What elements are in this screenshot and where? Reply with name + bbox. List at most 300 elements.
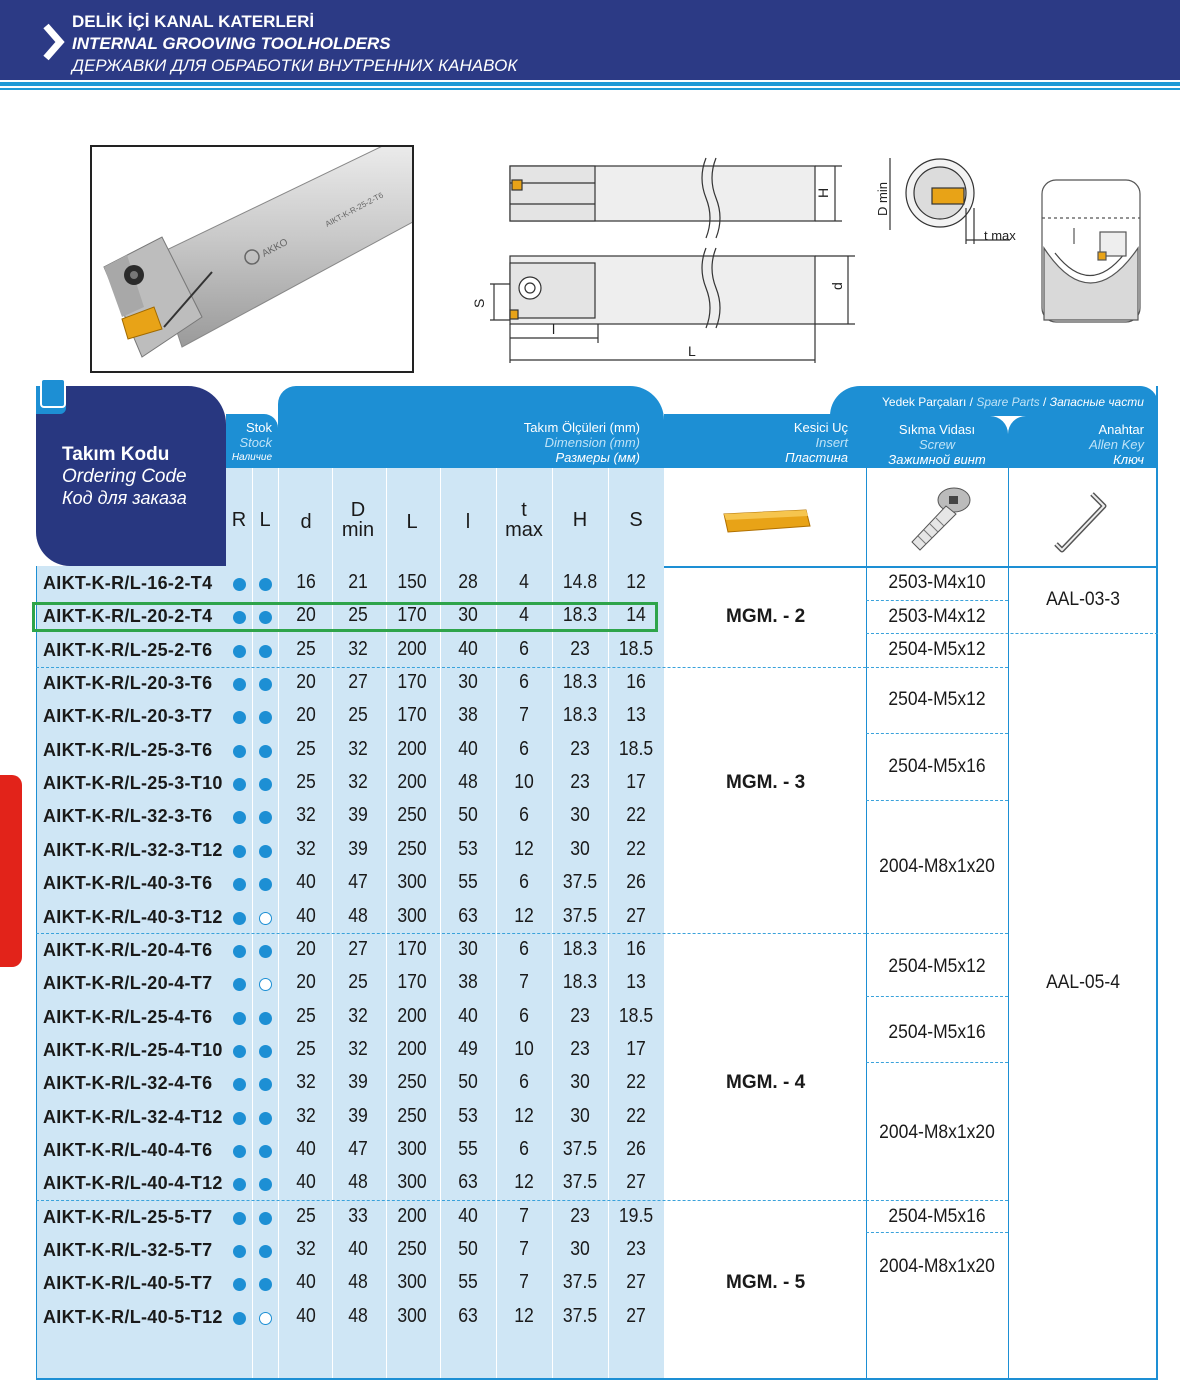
dim-cell-s: 17 [626, 771, 646, 794]
dim-cell-d: 48 [348, 1271, 368, 1294]
dim-cell-t: 6 [519, 871, 529, 894]
ordering-code-cell: AIKT-K-R/L-25-4-T10 [43, 1039, 223, 1060]
dim-cell-d: 40 [296, 1304, 316, 1327]
dim-cell-d: 47 [348, 1137, 368, 1160]
dim-cell-l: 48 [458, 771, 478, 794]
dim-cell-h: 30 [570, 1238, 590, 1260]
technical-drawings [470, 148, 1150, 378]
ordering-code-cell: AIKT-K-R/L-40-4-T12 [43, 1173, 223, 1194]
stock-left-dot [259, 1012, 272, 1025]
col-H: H [572, 509, 588, 531]
dim-cell-l: 30 [458, 604, 478, 627]
dim-cell-ldim: 250 [397, 804, 427, 827]
stock-left-dot [259, 1245, 272, 1258]
catalog-tab-icon [36, 386, 66, 414]
dimension-en: Dimension (mm) [544, 435, 640, 450]
dim-cell-d: 25 [296, 637, 316, 660]
product-table [36, 386, 1158, 1378]
dim-cell-s: 22 [626, 804, 646, 827]
col-L: L [406, 511, 418, 533]
dim-cell-ldim: 170 [397, 704, 427, 727]
dim-cell-d: 32 [348, 737, 368, 760]
dim-cell-s: 27 [626, 904, 646, 927]
spare-parts-header [830, 386, 1158, 416]
page-header-band [0, 0, 1180, 80]
dim-cell-t: 4 [519, 604, 529, 627]
dim-cell-ldim: 250 [397, 1238, 427, 1260]
dimension-ru: Размеры (мм) [555, 450, 640, 465]
dim-cell-l: 55 [458, 1271, 478, 1294]
dim-cell-t: 12 [514, 904, 534, 927]
dim-cell-d: 25 [296, 737, 316, 760]
ordering-code-cell: AIKT-K-R/L-40-4-T6 [43, 1139, 213, 1160]
stock-left-dot [259, 778, 272, 791]
dim-cell-h: 18.3 [562, 937, 598, 960]
screw-separator [866, 733, 1008, 734]
dim-cell-h: 23 [570, 737, 590, 760]
side-view-drawing [490, 248, 855, 363]
dim-L-label: L [688, 343, 696, 359]
dim-cell-d: 40 [296, 871, 316, 894]
stock-en: Stock [239, 435, 272, 450]
dim-cell-l: 50 [458, 804, 478, 827]
ordering-code-cell: AIKT-K-R/L-20-2-T4 [43, 606, 213, 627]
key-ru: Ключ [1113, 452, 1144, 467]
stock-right-dot [233, 1012, 246, 1025]
insert-group-5: MGM. - 5 [726, 1272, 806, 1293]
dim-cell-t: 4 [519, 571, 529, 593]
dim-cell-t: 12 [514, 1171, 534, 1194]
screw-label: 2504-M5x16 [888, 756, 986, 777]
stock-right-dot [233, 1112, 246, 1125]
dim-cell-d: 25 [296, 1004, 316, 1027]
dim-cell-d: 48 [348, 1171, 368, 1194]
stock-right-dot [233, 1312, 246, 1325]
stock-right-dot [233, 578, 246, 591]
stock-left-dot [259, 1312, 272, 1325]
dim-cell-t: 6 [519, 737, 529, 760]
stock-right-dot [233, 945, 246, 958]
dim-cell-h: 23 [570, 637, 590, 660]
dim-cell-h: 37.5 [562, 1271, 598, 1294]
dim-cell-s: 23 [626, 1238, 646, 1260]
dim-cell-d: 25 [348, 971, 368, 994]
dim-cell-d: 48 [348, 904, 368, 927]
screw-ru: Зажимной винт [888, 452, 986, 467]
dim-cell-d: 32 [348, 637, 368, 660]
dim-cell-s: 22 [626, 837, 646, 860]
spare-ru: Запасные части [1049, 395, 1144, 409]
col-d: d [300, 511, 312, 533]
dim-cell-h: 30 [570, 837, 590, 860]
ordering-code-cell: AIKT-K-R/L-40-3-T12 [43, 906, 223, 927]
key-tr: Anahtar [1098, 422, 1144, 437]
title-turkish: DELİK İÇİ KANAL KATERLERİ [72, 12, 315, 31]
dim-cell-h: 30 [570, 1071, 590, 1094]
screw-separator [866, 600, 1008, 601]
dim-cell-h: 23 [570, 1204, 590, 1227]
dim-cell-s: 22 [626, 1104, 646, 1127]
col-divider [866, 468, 867, 1378]
dim-cell-d: 32 [348, 1037, 368, 1060]
dim-cell-s: 27 [626, 1171, 646, 1194]
dim-cell-ldim: 250 [397, 837, 427, 860]
dim-cell-d: 39 [348, 1104, 368, 1127]
stock-right-dot [233, 645, 246, 658]
ordering-code-cell: AIKT-K-R/L-32-5-T7 [43, 1240, 213, 1260]
dim-cell-d: 40 [296, 1171, 316, 1194]
dim-cell-d: 32 [348, 1004, 368, 1027]
ordering-code-header [36, 386, 226, 566]
product-photo [90, 145, 414, 373]
screw-label: 2504-M5x12 [888, 956, 986, 977]
stock-left-dot [259, 1112, 272, 1125]
dim-tmax-label: t max [984, 228, 1016, 243]
screw-label: 2503-M4x12 [888, 606, 986, 627]
ordering-code-cell: AIKT-K-R/L-40-5-T7 [43, 1273, 213, 1294]
insert-icon [718, 504, 814, 538]
screw-separator [866, 1062, 1008, 1063]
stock-ru: Наличие [231, 452, 272, 463]
ordering-code-cell: AIKT-K-R/L-40-3-T6 [43, 873, 213, 894]
dim-cell-d: 39 [348, 837, 368, 860]
dim-cell-d: 32 [296, 804, 316, 827]
dim-cell-d: 39 [348, 1071, 368, 1094]
dim-cell-l: 63 [458, 1304, 478, 1327]
dim-cell-l: 40 [458, 737, 478, 760]
ordering-code-tr: Takım Kodu [62, 444, 170, 465]
stock-header [226, 414, 278, 468]
dim-cell-d: 25 [348, 704, 368, 727]
dim-Dmin-label: D min [875, 182, 890, 216]
dim-cell-d: 47 [348, 871, 368, 894]
dim-cell-d: 27 [348, 937, 368, 960]
dim-cell-ldim: 300 [397, 1304, 427, 1327]
dim-cell-s: 18.5 [618, 637, 654, 660]
dim-S-label: S [471, 298, 487, 308]
title-russian: ДЕРЖАВКИ ДЛЯ ОБРАБОТКИ ВНУТРЕННИХ КАНАВОК [72, 56, 518, 75]
dim-cell-l: 55 [458, 871, 478, 894]
dim-cell-d: 20 [296, 671, 316, 694]
dim-cell-d: 16 [296, 571, 316, 593]
spare-tr: Yedek Parçaları [882, 395, 967, 409]
dim-cell-s: 27 [626, 1304, 646, 1327]
dim-cell-ldim: 170 [397, 971, 427, 994]
dim-cell-ldim: 170 [397, 937, 427, 960]
allen-key-icon [1048, 486, 1118, 556]
dim-cell-s: 17 [626, 1037, 646, 1060]
dim-cell-ldim: 170 [397, 671, 427, 694]
dim-cell-l: 63 [458, 904, 478, 927]
dim-cell-d: 33 [348, 1204, 368, 1227]
top-view-drawing [510, 158, 842, 238]
dim-cell-s: 27 [626, 1271, 646, 1294]
dim-H-label: H [815, 187, 831, 198]
dim-cell-h: 30 [570, 1104, 590, 1127]
key-header [1008, 416, 1158, 468]
ordering-code-cell: AIKT-K-R/L-25-4-T6 [43, 1006, 213, 1027]
stock-right-dot [233, 778, 246, 791]
screw-label: 2504-M5x16 [888, 1206, 986, 1227]
stock-right-dot [233, 1045, 246, 1058]
col-S: S [629, 509, 643, 531]
dim-cell-l: 50 [458, 1238, 478, 1260]
dim-cell-h: 18.3 [562, 971, 598, 994]
dim-cell-d: 40 [296, 1271, 316, 1294]
dim-cell-h: 23 [570, 1004, 590, 1027]
dim-cell-t: 12 [514, 837, 534, 860]
ordering-code-cell: AIKT-K-R/L-32-3-T12 [43, 839, 223, 860]
screw-label: 2504-M5x12 [888, 689, 986, 710]
screw-label: 2504-M5x16 [888, 1022, 986, 1043]
col-t: t [521, 499, 527, 521]
key-label: AAL-03-3 [1046, 589, 1120, 610]
dim-cell-l: 49 [458, 1037, 478, 1060]
dim-l-label: l [552, 321, 556, 337]
group-separator [36, 1200, 866, 1201]
dim-cell-s: 26 [626, 1137, 646, 1160]
dim-cell-t: 6 [519, 1071, 529, 1094]
stock-right-dot [233, 1245, 246, 1258]
stock-right-dot [233, 912, 246, 925]
dim-cell-ldim: 300 [397, 871, 427, 894]
toolholder-illustration [92, 147, 412, 371]
title-english: INTERNAL GROOVING TOOLHOLDERS [72, 34, 391, 53]
screw-header [866, 416, 1008, 468]
dim-cell-ldim: 200 [397, 1037, 427, 1060]
dim-cell-l: 50 [458, 1071, 478, 1094]
stock-right-dot [233, 678, 246, 691]
dim-cell-d: 32 [296, 1238, 316, 1260]
dim-cell-l: 30 [458, 671, 478, 694]
dim-cell-s: 26 [626, 871, 646, 894]
dimension-tr: Takım Ölçüleri (mm) [523, 420, 640, 435]
dim-cell-d: 27 [348, 671, 368, 694]
screw-tr: Sıkma Vidası [898, 422, 976, 437]
spare-sep: / [969, 395, 973, 409]
screw-label: 2004-M8x1x20 [879, 1256, 995, 1277]
col-divider [1008, 468, 1009, 1378]
dim-cell-d: 21 [348, 571, 368, 593]
screw-separator [866, 933, 1008, 934]
ordering-code-en: Ordering Code [62, 466, 187, 487]
photo-engraving: AIKT-K-R-25-2-T6 [323, 190, 385, 229]
ordering-code-cell: AIKT-K-R/L-20-3-T7 [43, 706, 213, 727]
screw-separator [866, 1232, 1008, 1233]
screw-label: 2504-M5x12 [888, 639, 986, 660]
dim-cell-d: 25 [348, 604, 368, 627]
dim-cell-d: 32 [296, 1104, 316, 1127]
dim-cell-ldim: 250 [397, 1104, 427, 1127]
dim-cell-l: 38 [458, 704, 478, 727]
insert-group-3: MGM. - 3 [726, 772, 806, 793]
dim-cell-h: 23 [570, 771, 590, 794]
dim-cell-h: 23 [570, 1037, 590, 1060]
stock-tr: Stok [245, 420, 272, 435]
dim-cell-t: 6 [519, 637, 529, 660]
stock-left-dot [259, 678, 272, 691]
photo-brand: AKKO [260, 236, 290, 260]
ordering-code-cell: AIKT-K-R/L-16-2-T4 [43, 573, 213, 593]
ordering-code-cell: AIKT-K-R/L-25-5-T7 [43, 1206, 213, 1227]
ordering-code-cell: AIKT-K-R/L-25-3-T6 [43, 739, 213, 760]
screw-separator [866, 1200, 1008, 1201]
dim-cell-t: 6 [519, 1004, 529, 1027]
stock-right-dot [233, 1212, 246, 1225]
dim-cell-t: 6 [519, 1137, 529, 1160]
dim-cell-ldim: 200 [397, 737, 427, 760]
dim-cell-ldim: 150 [397, 571, 427, 593]
dim-cell-h: 37.5 [562, 1137, 598, 1160]
ordering-code-cell: AIKT-K-R/L-40-5-T12 [43, 1306, 223, 1327]
insert-group-4: MGM. - 4 [726, 1072, 806, 1093]
dim-cell-ldim: 300 [397, 1271, 427, 1294]
screw-en: Screw [918, 437, 956, 452]
group-separator [36, 667, 866, 668]
dim-cell-d: 40 [296, 1137, 316, 1160]
dim-cell-ldim: 170 [397, 604, 427, 627]
key-en: Allen Key [1089, 437, 1144, 452]
screw-separator [866, 667, 1008, 668]
dim-cell-h: 18.3 [562, 604, 598, 627]
ordering-code-cell: AIKT-K-R/L-32-3-T6 [43, 806, 213, 827]
col-D: D [350, 499, 366, 521]
dim-cell-d: 20 [296, 604, 316, 627]
dim-cell-t: 7 [519, 1238, 529, 1260]
insert-header [664, 414, 866, 468]
col-l: l [465, 511, 471, 533]
dim-cell-d: 40 [348, 1238, 368, 1260]
dim-cell-l: 28 [458, 571, 478, 593]
dim-cell-ldim: 250 [397, 1071, 427, 1094]
ordering-code-ru: Код для заказа [62, 488, 187, 508]
dim-cell-h: 37.5 [562, 904, 598, 927]
dim-cell-d: 20 [296, 704, 316, 727]
header-stripe-thin [0, 88, 1180, 90]
dim-cell-l: 53 [458, 837, 478, 860]
dim-cell-d: 20 [296, 971, 316, 994]
dim-cell-ldim: 200 [397, 637, 427, 660]
stock-right-dot [233, 1145, 246, 1158]
insert-en: Insert [815, 435, 848, 450]
dim-cell-d: 25 [296, 1204, 316, 1227]
side-red-tab [0, 775, 22, 967]
screw-separator [866, 800, 1008, 801]
dim-cell-d: 32 [296, 837, 316, 860]
stock-left-dot [259, 578, 272, 591]
stock-left-dot [259, 1212, 272, 1225]
col-R: R [231, 509, 247, 531]
ordering-code-cell: AIKT-K-R/L-20-4-T7 [43, 973, 213, 994]
dim-cell-s: 16 [626, 937, 646, 960]
header-stripe [0, 82, 1180, 86]
stock-left-dot [259, 745, 272, 758]
dim-cell-s: 18.5 [618, 1004, 654, 1027]
dim-cell-ldim: 300 [397, 1171, 427, 1194]
col-divider [36, 566, 37, 1378]
chevron-right-icon [40, 22, 66, 62]
dim-cell-h: 37.5 [562, 1304, 598, 1327]
dim-cell-s: 19.5 [618, 1204, 654, 1227]
dim-cell-l: 40 [458, 637, 478, 660]
dim-cell-t: 10 [514, 1037, 534, 1060]
insert-ru: Пластина [785, 450, 848, 465]
ordering-code-cell: AIKT-K-R/L-32-4-T12 [43, 1106, 223, 1127]
dim-cell-d: 25 [296, 1037, 316, 1060]
dim-cell-l: 55 [458, 1137, 478, 1160]
dim-cell-t: 7 [519, 704, 529, 727]
col-L-stock: L [259, 509, 271, 531]
stock-left-dot [259, 1045, 272, 1058]
dim-cell-h: 18.3 [562, 704, 598, 727]
dim-cell-d: 20 [296, 937, 316, 960]
ordering-code-cell: AIKT-K-R/L-20-3-T6 [43, 673, 213, 694]
boring-illustration [1042, 180, 1140, 322]
dim-cell-d: 32 [348, 771, 368, 794]
dim-cell-s: 18.5 [618, 737, 654, 760]
dim-cell-l: 38 [458, 971, 478, 994]
dim-cell-t: 6 [519, 671, 529, 694]
group-separator [36, 933, 866, 934]
dim-cell-s: 12 [626, 571, 646, 593]
dim-cell-l: 40 [458, 1004, 478, 1027]
dim-cell-h: 37.5 [562, 1171, 598, 1194]
ordering-code-cell: AIKT-K-R/L-32-4-T6 [43, 1073, 213, 1094]
dim-cell-s: 22 [626, 1071, 646, 1094]
dim-cell-s: 13 [626, 971, 646, 994]
dim-d-label: d [829, 282, 845, 290]
dim-cell-ldim: 200 [397, 1204, 427, 1227]
dim-cell-l: 40 [458, 1204, 478, 1227]
dim-cell-t: 6 [519, 804, 529, 827]
dim-cell-d: 32 [296, 1071, 316, 1094]
header-bottom-line [664, 566, 1158, 568]
dim-cell-s: 14 [626, 604, 646, 627]
stock-left-dot [259, 645, 272, 658]
dim-cell-t: 7 [519, 1204, 529, 1227]
table-bottom-line [36, 1378, 1158, 1380]
ordering-code-cell: AIKT-K-R/L-20-4-T6 [43, 939, 213, 960]
stock-left-dot [259, 845, 272, 858]
dim-cell-t: 7 [519, 1271, 529, 1294]
dim-cell-h: 37.5 [562, 871, 598, 894]
dim-cell-s: 13 [626, 704, 646, 727]
key-label: AAL-05-4 [1046, 972, 1120, 993]
screw-icon [898, 484, 978, 554]
dim-cell-t: 10 [514, 771, 534, 794]
screw-separator [866, 996, 1008, 997]
ordering-code-cell: AIKT-K-R/L-25-2-T6 [43, 639, 213, 660]
dim-cell-t: 12 [514, 1104, 534, 1127]
stock-right-dot [233, 745, 246, 758]
screw-separator [866, 633, 1158, 634]
dim-cell-s: 16 [626, 671, 646, 694]
spare-en: Spare Parts [976, 395, 1040, 409]
insert-tr: Kesici Uç [793, 420, 848, 435]
dim-cell-l: 63 [458, 1171, 478, 1194]
dim-cell-h: 14.8 [562, 571, 598, 593]
stock-right-dot [233, 845, 246, 858]
stock-left-dot [259, 945, 272, 958]
dim-cell-d: 48 [348, 1304, 368, 1327]
highlighted-row-outline [32, 602, 658, 632]
dim-cell-t: 12 [514, 1304, 534, 1327]
screw-label: 2004-M8x1x20 [879, 856, 995, 877]
dim-cell-ldim: 200 [397, 771, 427, 794]
dim-cell-h: 18.3 [562, 671, 598, 694]
dim-cell-l: 53 [458, 1104, 478, 1127]
table-right-border [1156, 386, 1158, 1378]
